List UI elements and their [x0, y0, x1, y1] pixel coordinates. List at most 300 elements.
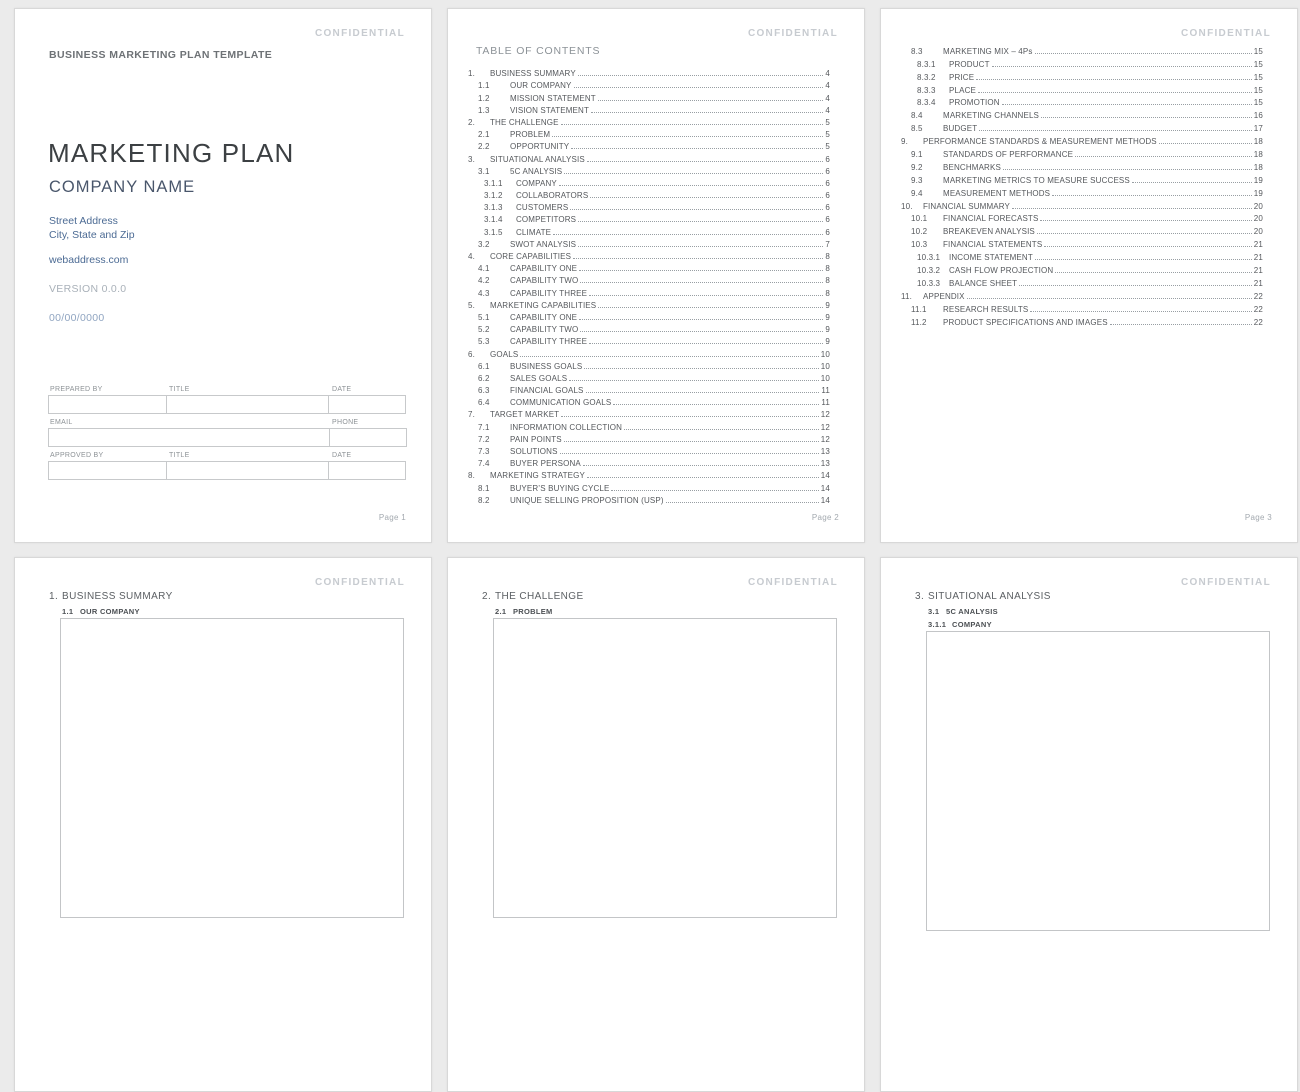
title-field[interactable]: [166, 461, 329, 480]
toc-entry-number: 8.: [468, 471, 475, 481]
template-name-heading: BUSINESS MARKETING PLAN TEMPLATE: [49, 49, 273, 61]
confidential-watermark: CONFIDENTIAL: [1180, 577, 1271, 588]
toc-entry[interactable]: [468, 188, 830, 200]
toc-entry-label: BUYER PERSONA: [510, 459, 581, 469]
confidential-watermark: CONFIDENTIAL: [1180, 28, 1271, 39]
toc-dot-leader: [1003, 169, 1252, 170]
toc-entry-label: MEASUREMENT METHODS: [943, 188, 1051, 198]
toc-entry[interactable]: [901, 198, 1263, 211]
toc-entry[interactable]: [901, 314, 1263, 327]
toc-entry-label: COLLABORATORS: [516, 191, 589, 201]
toc-entry-number: 3.1.3: [484, 203, 503, 213]
toc-entry-label: BREAKEVEN ANALYSIS: [943, 227, 1035, 237]
toc-entry[interactable]: [468, 115, 830, 127]
prepared-by-field[interactable]: [48, 395, 167, 414]
toc-dot-leader: [1110, 324, 1252, 325]
toc-entry-label: MARKETING CAPABILITIES: [490, 300, 597, 310]
toc-entry-number: 8.3.1: [917, 59, 936, 69]
toc-entry-label: PLACE: [949, 85, 976, 95]
toc-entry-page: 13: [820, 459, 830, 469]
toc-entry-label: MARKETING STRATEGY: [490, 471, 586, 481]
toc-entry[interactable]: [468, 90, 830, 102]
toc-entry[interactable]: [901, 262, 1263, 275]
toc-entry-page: 9: [825, 312, 830, 322]
company-address: [49, 215, 135, 242]
toc-dot-leader: [598, 307, 823, 308]
confidential-watermark: CONFIDENTIAL: [747, 28, 838, 39]
toc-entry-page: 6: [825, 178, 830, 188]
toc-entry[interactable]: [468, 334, 830, 346]
toc-entry[interactable]: [468, 212, 830, 224]
toc-dot-leader: [666, 502, 819, 503]
toc-entry[interactable]: [468, 151, 830, 163]
toc-entry[interactable]: [468, 298, 830, 310]
toc-entry-label: CORE CAPABILITIES: [490, 252, 572, 261]
toc-entry-label: MARKETING METRICS TO MEASURE SUCCESS: [943, 175, 1130, 185]
toc-entry-number: 1.3: [478, 105, 490, 115]
toc-entry-label: SOLUTIONS: [510, 447, 558, 456]
toc-entry-label: CAPABILITY ONE: [510, 264, 578, 274]
document-page-4[interactable]: [14, 557, 432, 1092]
toc-dot-leader: [583, 465, 819, 466]
toc-entry-number: 10.3.3: [917, 278, 941, 288]
toc-entry-number: 3.1.1: [484, 178, 503, 188]
toc-entry-number: 10.1: [911, 214, 928, 224]
toc-entry-label: VISION STATEMENT: [510, 105, 589, 115]
toc-entry-label: PRODUCT: [949, 59, 990, 69]
text-entry-box[interactable]: [926, 631, 1270, 931]
date-label: DATE: [332, 452, 352, 459]
form-label-row: [48, 386, 408, 395]
toc-entry-page: 5: [825, 117, 830, 127]
toc-entry[interactable]: [468, 127, 830, 139]
cover-title: MARKETING PLAN: [48, 138, 295, 168]
toc-entry-label: BUYER’S BUYING CYCLE: [510, 483, 610, 493]
toc-entry-number: 3.: [468, 154, 475, 164]
toc-dot-leader: [569, 380, 819, 381]
text-entry-box[interactable]: [493, 618, 837, 918]
toc-entry-label: SALES GOALS: [510, 373, 568, 383]
toc-entry-label: SWOT ANALYSIS: [510, 239, 577, 249]
toc-entry-number: 1.: [468, 69, 475, 79]
toc-entry-page: 18: [1253, 137, 1263, 147]
toc-entry-page: 21: [1253, 240, 1263, 250]
toc-entry-label: OUR COMPANY: [510, 81, 572, 91]
toc-entry-page: 8: [825, 276, 830, 286]
toc-entry-number: 8.4: [911, 111, 923, 121]
toc-entry-label: PROBLEM: [510, 130, 551, 140]
subsection-title: PROBLEM: [513, 607, 553, 616]
toc-entry[interactable]: [468, 273, 830, 285]
toc-entry-page: 6: [825, 166, 830, 176]
toc-entry[interactable]: [901, 107, 1263, 120]
section-number: 2.: [482, 591, 492, 602]
toc-entry[interactable]: [901, 172, 1263, 185]
toc-entry[interactable]: [468, 261, 830, 273]
toc-entry[interactable]: [468, 383, 830, 395]
toc-entry-number: 10.: [901, 201, 913, 211]
toc-dot-leader: [1055, 272, 1251, 273]
toc-dot-leader: [1035, 53, 1252, 54]
toc-entry-number: 8.3.3: [917, 85, 936, 95]
toc-entry-number: 8.1: [478, 483, 490, 493]
toc-dot-leader: [578, 75, 824, 76]
toc-entry-page: 12: [820, 422, 830, 432]
toc-list: [468, 66, 830, 505]
toc-entry-page: 8: [825, 264, 830, 274]
toc-dot-leader: [611, 490, 818, 491]
toc-entry-number: 3.1.5: [484, 227, 503, 237]
toc-entry-label: BUSINESS SUMMARY: [490, 69, 576, 79]
toc-entry-number: 1.2: [478, 93, 490, 103]
toc-entry[interactable]: [901, 95, 1263, 108]
toc-entry-number: 8.3.4: [917, 98, 936, 108]
toc-entry-label: MARKETING CHANNELS: [943, 111, 1040, 121]
toc-entry-number: 11.1: [911, 304, 927, 314]
document-page-5[interactable]: [447, 557, 865, 1092]
toc-entry-page: 6: [825, 154, 830, 164]
toc-entry-number: 4.: [468, 252, 475, 261]
toc-entry-page: 21: [1253, 266, 1263, 276]
toc-dot-leader: [586, 392, 820, 393]
version-label: VERSION 0.0.0: [49, 283, 127, 295]
subsection-heading: [928, 607, 998, 616]
date-field[interactable]: [328, 461, 406, 480]
toc-entry-number: 10.2: [911, 227, 928, 237]
toc-entry-label: COMMUNICATION GOALS: [510, 398, 612, 408]
toc-entry-label: FINANCIAL STATEMENTS: [943, 240, 1043, 250]
toc-entry[interactable]: [468, 419, 830, 431]
toc-entry-page: 9: [825, 337, 830, 347]
phone-label: PHONE: [332, 419, 359, 426]
confidential-watermark: CONFIDENTIAL: [747, 577, 838, 588]
toc-entry-page: 6: [825, 215, 830, 225]
subsection-number: 2.1: [495, 607, 507, 616]
toc-entry-label: CASH FLOW PROJECTION: [949, 266, 1054, 276]
toc-entry[interactable]: [901, 159, 1263, 172]
toc-entry[interactable]: [901, 146, 1263, 159]
document-page-6[interactable]: [880, 557, 1298, 1092]
form-field-row: [48, 461, 408, 480]
toc-dot-leader: [976, 79, 1252, 80]
toc-entry-page: 17: [1253, 124, 1263, 134]
toc-entry-number: 4.3: [478, 288, 490, 298]
toc-entry-page: 10: [820, 361, 830, 371]
toc-entry-number: 8.2: [478, 495, 490, 505]
section-title: SITUATIONAL ANALYSIS: [928, 591, 1051, 602]
toc-dot-leader: [613, 404, 819, 405]
toc-entry-label: PRODUCT SPECIFICATIONS AND IMAGES: [943, 317, 1108, 327]
toc-dot-leader: [553, 234, 823, 235]
document-page-1[interactable]: [14, 8, 432, 543]
toc-entry-label: PERFORMANCE STANDARDS & MEASUREMENT METHODS: [923, 137, 1157, 147]
subsection-heading: [62, 607, 140, 616]
toc-entry[interactable]: [468, 322, 830, 334]
toc-entry[interactable]: [901, 56, 1263, 69]
toc-dot-leader: [598, 100, 824, 101]
toc-entry-page: 15: [1253, 98, 1263, 108]
toc-entry-number: 2.: [468, 117, 475, 127]
toc-entry-label: TARGET MARKET: [490, 410, 560, 420]
title-field[interactable]: [166, 395, 329, 414]
text-entry-box[interactable]: [60, 618, 404, 918]
toc-entry-label: UNIQUE SELLING PROPOSITION (USP): [510, 495, 664, 505]
form-label-row: [48, 419, 408, 428]
toc-entry[interactable]: [468, 310, 830, 322]
toc-entry-page: 22: [1253, 304, 1263, 314]
section-title: THE CHALLENGE: [495, 591, 584, 602]
toc-entry-label: CAPABILITY TWO: [510, 325, 579, 335]
toc-dot-leader: [1052, 195, 1252, 196]
toc-entry-label: STANDARDS OF PERFORMANCE: [943, 150, 1074, 160]
toc-entry[interactable]: [901, 69, 1263, 82]
toc-entry-number: 5.3: [478, 337, 490, 347]
toc-entry-label: BUDGET: [943, 124, 978, 134]
toc-dot-leader: [978, 92, 1252, 93]
address-line-2: City, State and Zip: [49, 228, 135, 241]
toc-entry[interactable]: [468, 103, 830, 115]
toc-entry[interactable]: [901, 275, 1263, 288]
toc-entry[interactable]: [901, 223, 1263, 236]
form-field-row: [48, 428, 408, 447]
toc-entry[interactable]: [468, 456, 830, 468]
toc-entry-page: 10: [820, 373, 830, 383]
toc-entry-label: PROMOTION: [949, 98, 1000, 108]
toc-entry[interactable]: [468, 346, 830, 358]
toc-dot-leader: [1159, 143, 1252, 144]
toc-entry-label: THE CHALLENGE: [490, 117, 559, 127]
toc-entry-label: INCOME STATEMENT: [949, 253, 1033, 263]
subsection-heading: [495, 607, 553, 616]
toc-dot-leader: [552, 136, 823, 137]
toc-entry-number: 11.2: [911, 317, 927, 327]
toc-entry-number: 6.2: [478, 373, 490, 383]
toc-entry-page: 18: [1253, 150, 1263, 160]
toc-entry-page: 11: [821, 386, 830, 396]
toc-entry-page: 12: [820, 434, 830, 444]
toc-entry-page: 6: [825, 203, 830, 213]
date-label: DATE: [332, 386, 352, 393]
toc-entry-label: CAPABILITY THREE: [510, 288, 588, 298]
toc-entry-label: MARKETING MIX – 4Ps: [943, 46, 1033, 56]
toc-heading: TABLE OF CONTENTS: [476, 45, 601, 57]
toc-entry[interactable]: [468, 237, 830, 249]
toc-entry-number: 9.3: [911, 175, 923, 185]
toc-dot-leader: [573, 258, 823, 259]
toc-entry-number: 9.4: [911, 188, 923, 198]
toc-entry[interactable]: [901, 236, 1263, 249]
toc-entry-label: OPPORTUNITY: [510, 142, 570, 152]
toc-entry[interactable]: [901, 133, 1263, 146]
toc-dot-leader: [584, 368, 818, 369]
prepared-by-label: PREPARED BY: [50, 386, 103, 393]
toc-entry-label: FINANCIAL SUMMARY: [923, 201, 1011, 211]
toc-dot-leader: [589, 343, 823, 344]
form-field-row: [48, 395, 408, 414]
toc-entry-number: 3.2: [478, 239, 490, 249]
toc-entry-label: BUSINESS GOALS: [510, 361, 583, 371]
toc-entry-label: RESEARCH RESULTS: [943, 304, 1029, 314]
toc-entry[interactable]: [468, 139, 830, 151]
confidential-watermark: CONFIDENTIAL: [314, 577, 405, 588]
toc-dot-leader: [1040, 220, 1251, 221]
approved-by-field[interactable]: [48, 461, 167, 480]
page-number-footer: Page 3: [1244, 513, 1272, 522]
toc-dot-leader: [564, 441, 819, 442]
toc-entry-page: 9: [825, 325, 830, 335]
toc-entry[interactable]: [468, 66, 830, 78]
toc-entry[interactable]: [901, 43, 1263, 56]
date-field[interactable]: [328, 395, 406, 414]
toc-entry-page: 18: [1253, 162, 1263, 172]
toc-entry-page: 5: [825, 130, 830, 140]
toc-entry-number: 6.1: [478, 361, 490, 371]
toc-dot-leader: [590, 197, 823, 198]
toc-dot-leader: [574, 87, 824, 88]
toc-entry-page: 11: [821, 398, 830, 408]
toc-entry-number: 8.3: [911, 46, 923, 56]
toc-entry[interactable]: [468, 480, 830, 492]
toc-dot-leader: [992, 66, 1252, 67]
toc-entry[interactable]: [468, 224, 830, 236]
toc-entry[interactable]: [468, 407, 830, 419]
toc-entry[interactable]: [468, 359, 830, 371]
toc-entry-label: PAIN POINTS: [510, 434, 562, 444]
subsection-number: 3.1.1: [928, 620, 947, 629]
toc-entry-page: 6: [825, 191, 830, 201]
toc-entry-label: INFORMATION COLLECTION: [510, 422, 623, 432]
toc-entry-label: CAPABILITY THREE: [510, 337, 588, 347]
company-name: COMPANY NAME: [49, 178, 196, 196]
toc-entry[interactable]: [901, 211, 1263, 224]
toc-entry-page: 5: [825, 142, 830, 152]
toc-entry[interactable]: [468, 371, 830, 383]
toc-entry[interactable]: [468, 164, 830, 176]
toc-entry-label: CAPABILITY ONE: [510, 312, 578, 322]
toc-entry[interactable]: [901, 249, 1263, 262]
toc-entry[interactable]: [468, 176, 830, 188]
toc-entry-number: 6.4: [478, 398, 490, 408]
toc-entry[interactable]: [901, 82, 1263, 95]
toc-entry-page: 19: [1253, 188, 1263, 198]
toc-entry-page: 20: [1253, 214, 1263, 224]
subsection-heading: [928, 620, 992, 629]
toc-entry-number: 3.1.2: [484, 191, 503, 201]
toc-dot-leader: [1030, 311, 1251, 312]
toc-entry-page: 10: [820, 349, 830, 359]
toc-entry-page: 4: [825, 93, 830, 103]
toc-entry[interactable]: [468, 444, 830, 456]
date-label: 00/00/0000: [49, 312, 105, 324]
toc-entry-label: APPENDIX: [923, 291, 965, 301]
toc-entry-page: 22: [1253, 291, 1263, 301]
toc-entry-number: 7.3: [478, 447, 490, 456]
toc-entry-label: 5C ANALYSIS: [510, 166, 563, 176]
toc-entry-page: 7: [825, 239, 830, 249]
toc-entry-label: CLIMATE: [516, 227, 552, 237]
toc-dot-leader: [560, 453, 819, 454]
toc-entry[interactable]: [468, 395, 830, 407]
toc-entry[interactable]: [901, 185, 1263, 198]
toc-entry-label: CAPABILITY TWO: [510, 276, 579, 286]
toc-entry[interactable]: [468, 249, 830, 261]
toc-entry-page: 12: [820, 410, 830, 420]
toc-dot-leader: [571, 148, 823, 149]
subsection-title: 5C ANALYSIS: [946, 607, 998, 616]
subsection-number: 1.1: [62, 607, 74, 616]
toc-dot-leader: [1037, 233, 1252, 234]
toc-dot-leader: [579, 319, 823, 320]
toc-entry-number: 10.3: [911, 240, 928, 250]
toc-dot-leader: [624, 429, 819, 430]
toc-dot-leader: [1044, 246, 1251, 247]
toc-entry[interactable]: [468, 78, 830, 90]
page-number-footer: Page 1: [378, 513, 406, 522]
toc-entry-label: SITUATIONAL ANALYSIS: [490, 154, 585, 164]
title-label: TITLE: [169, 386, 190, 393]
toc-dot-leader: [520, 356, 818, 357]
toc-entry-page: 15: [1253, 59, 1263, 69]
toc-entry[interactable]: [901, 288, 1263, 301]
page-number-footer: Page 2: [811, 513, 839, 522]
toc-entry-label: BENCHMARKS: [943, 162, 1001, 172]
toc-dot-leader: [587, 161, 824, 162]
email-field[interactable]: [48, 428, 330, 447]
toc-entry-number: 9.1: [911, 150, 923, 160]
toc-dot-leader: [1019, 285, 1252, 286]
toc-dot-leader: [1041, 117, 1252, 118]
section-number: 1.: [49, 591, 59, 602]
toc-entry-page: 4: [825, 69, 830, 79]
toc-entry[interactable]: [468, 493, 830, 505]
toc-entry[interactable]: [901, 120, 1263, 133]
document-page-3[interactable]: [880, 8, 1298, 543]
toc-entry-page: 16: [1253, 111, 1263, 121]
toc-entry-number: 1.1: [478, 81, 490, 91]
toc-dot-leader: [559, 185, 823, 186]
toc-entry-page: 9: [825, 300, 830, 310]
phone-field[interactable]: [329, 428, 407, 447]
toc-entry[interactable]: [468, 468, 830, 480]
toc-entry[interactable]: [468, 432, 830, 444]
toc-entry-number: 8.5: [911, 124, 923, 134]
toc-dot-leader: [1012, 208, 1252, 209]
toc-entry-number: 9.2: [911, 162, 923, 172]
address-line-1: Street Address: [49, 215, 118, 227]
toc-list: [901, 43, 1263, 327]
toc-entry-number: 11.: [901, 291, 912, 301]
toc-entry[interactable]: [468, 285, 830, 297]
toc-entry[interactable]: [468, 200, 830, 212]
subsection-number: 3.1: [928, 607, 940, 616]
toc-entry-page: 6: [825, 227, 830, 237]
email-label: EMAIL: [50, 419, 73, 426]
document-page-2[interactable]: [447, 8, 865, 543]
section-title: BUSINESS SUMMARY: [62, 591, 173, 602]
toc-entry-number: 3.1.4: [484, 215, 503, 225]
toc-entry-page: 8: [825, 288, 830, 298]
toc-dot-leader: [1132, 182, 1252, 183]
toc-entry-label: GOALS: [490, 349, 519, 359]
toc-entry-page: 4: [825, 81, 830, 91]
toc-entry-number: 5.: [468, 300, 475, 310]
toc-dot-leader: [570, 209, 823, 210]
toc-entry[interactable]: [901, 301, 1263, 314]
toc-entry-number: 3.1: [478, 166, 490, 176]
toc-dot-leader: [578, 221, 823, 222]
company-website: webaddress.com: [49, 254, 129, 266]
subsection-title: OUR COMPANY: [80, 607, 140, 616]
